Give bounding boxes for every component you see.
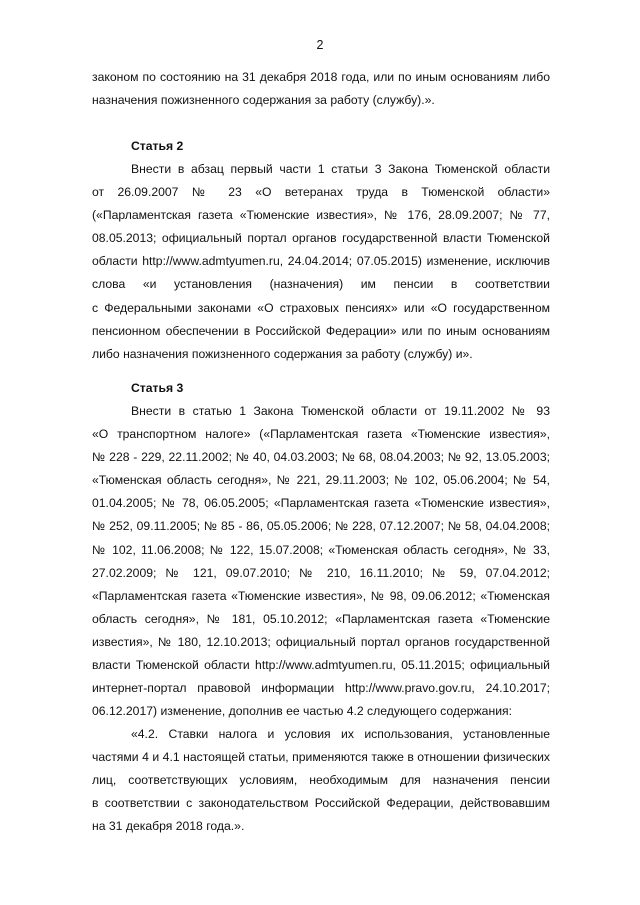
text-line: 27.02.2009; № 121, 09.07.2010; № 210, 16.11.2010; № 59, 07.04.2012; [92, 565, 550, 580]
text-line: № 228 - 229, 22.11.2002; № 40, 04.03.2003; № 68, 08.04.2003; № 92, 13.05.2003; [92, 450, 550, 465]
text-line: частями 4 и 4.1 настоящей статьи, применяются также в отношении физических [92, 750, 550, 765]
text-line: № 252, 09.11.2005; № 85 - 86, 05.05.2006; № 228, 07.12.2007; № 58, 04.04.2008; [92, 519, 550, 534]
text-line: 01.04.2005; № 78, 06.05.2005; «Парламентская газета «Тюменские известия», [92, 496, 550, 511]
text-line: законом по состоянию на 31 декабря 2018 года, или по иным основаниям либо [92, 70, 550, 84]
text-line: на 31 декабря 2018 года.». [92, 819, 245, 834]
text-line: пенсионном обеспечении в Российской Федерации» или по иным основаниям [92, 323, 550, 338]
text-line: с Федеральными законами «О страховых пенсиях» или «О государственном [92, 300, 550, 315]
article-3-paragraph [92, 400, 550, 723]
article-3-heading-block [92, 377, 550, 400]
text-line: «Парламентская газета «Тюменские известия», № 98, 09.06.2012; «Тюменская [92, 588, 550, 603]
text-line: «4.2. Ставки налога и условия их использования, установленные [131, 727, 550, 741]
text-line: Внести в абзац первый части 1 статьи 3 Закона Тюменской области [131, 162, 550, 176]
text-line: «О транспортном налоге» («Парламентская газета «Тюменские известия», [92, 427, 550, 442]
text-line: («Парламентская газета «Тюменские известия», № 176, 28.09.2007; № 77, [92, 208, 550, 223]
text-line: область сегодня», № 181, 05.10.2012; «Парламентская газета «Тюменские [92, 611, 550, 626]
text-line: либо назначения пожизненного содержания за работу (службу) и». [92, 346, 473, 361]
text-line: «Тюменская область сегодня», № 221, 29.11.2003; № 102, 05.06.2004; № 54, [92, 473, 550, 488]
text-line: Внести в статью 1 Закона Тюменской области от 19.11.2002 № 93 [131, 404, 550, 418]
text-line: власти Тюменской области http://www.admtyumen.ru, 05.11.2015; официальный [92, 658, 550, 673]
text-line: 06.12.2017) изменение, дополнив ее частью 4.2 следующего содержания: [92, 704, 512, 719]
text-line: слова «и установления (назначения) им пенсии в соответствии [92, 277, 550, 292]
text-line: области http://www.admtyumen.ru, 24.04.2014; 07.05.2015) изменение, исключив [92, 254, 550, 269]
text-line: назначения пожизненного содержания за работу (службу).». [92, 93, 435, 108]
text-line: от 26.09.2007 № 23 «О ветеранах труда в Тюменской области» [92, 185, 550, 200]
quoted-part-4-2 [92, 723, 550, 838]
article-2-paragraph [92, 158, 550, 366]
article-heading: Статья 3 [131, 381, 184, 395]
article-2-heading-block [92, 135, 550, 158]
text-line: лиц, соответствующих условиям, необходимым для назначения пенсии [92, 773, 550, 788]
text-line: интернет-портал правовой информации http://www.pravo.gov.ru, 24.10.2017; [92, 681, 550, 696]
text-line: 08.05.2013; официальный портал органов государственной власти Тюменской [92, 231, 550, 246]
text-line: в соответствии с законодательством Российской Федерации, действовавшим [92, 796, 550, 811]
text-line: № 102, 11.06.2008; № 122, 15.07.2008; «Тюменская область сегодня», № 33, [92, 542, 550, 557]
text-line: известия», № 180, 12.10.2013; официальный портал органов государственной [92, 634, 550, 649]
page-number: 2 [316, 38, 324, 52]
intro-paragraph [92, 66, 550, 112]
article-heading: Статья 2 [131, 139, 184, 153]
